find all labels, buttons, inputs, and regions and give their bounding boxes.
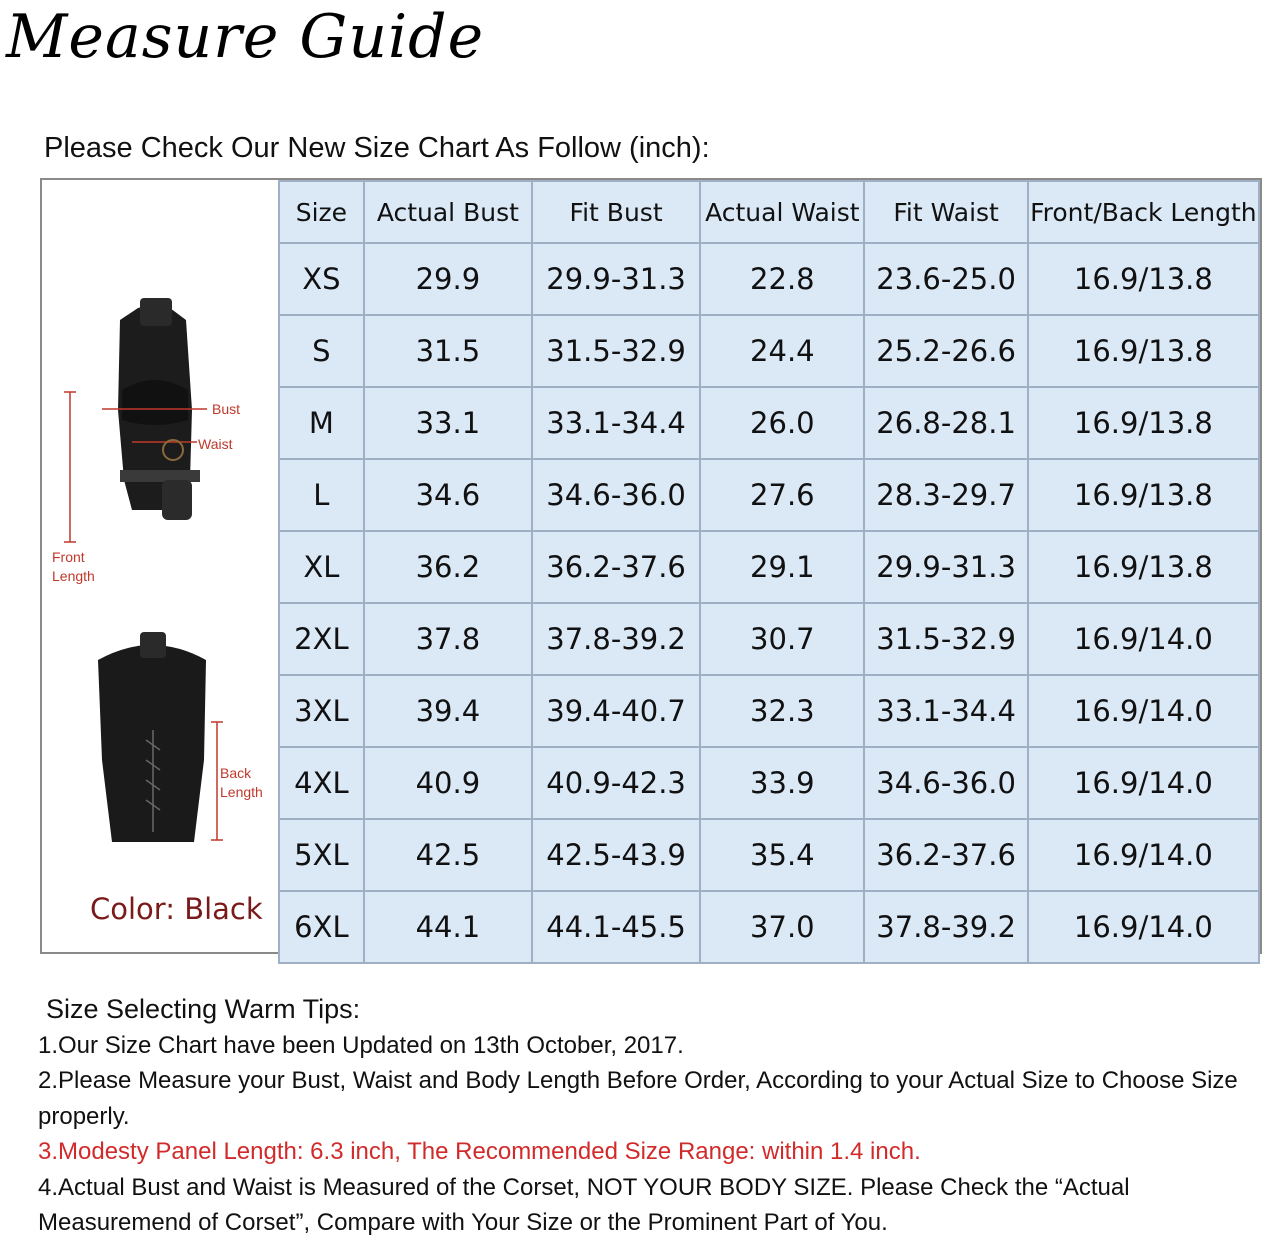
cell-size: 5XL (279, 819, 364, 891)
cell-size: 4XL (279, 747, 364, 819)
chart-subtitle: Please Check Our New Size Chart As Follow (inch): (44, 132, 710, 164)
cell-fit-bust: 34.6-36.0 (532, 459, 700, 531)
cell-actual-bust: 34.6 (364, 459, 532, 531)
tip-item-2: 2.Please Measure your Bust, Waist and Body Length Before Order, According to your Actual Size to Choose Size properly. (38, 1067, 1238, 1130)
cell-fit-bust: 39.4-40.7 (532, 675, 700, 747)
cell-actual-bust: 44.1 (364, 891, 532, 963)
cell-actual-waist: 35.4 (700, 819, 864, 891)
cell-front-back-length: 16.9/14.0 (1028, 747, 1259, 819)
cell-front-back-length: 16.9/14.0 (1028, 891, 1259, 963)
cell-fit-waist: 34.6-36.0 (864, 747, 1027, 819)
cell-size: XL (279, 531, 364, 603)
cell-front-back-length: 16.9/13.8 (1028, 387, 1259, 459)
table-row (279, 603, 1259, 675)
cell-fit-waist: 25.2-26.6 (864, 315, 1027, 387)
corset-back-image (42, 620, 278, 860)
cell-size: L (279, 459, 364, 531)
cell-size: S (279, 315, 364, 387)
cell-actual-waist: 33.9 (700, 747, 864, 819)
tip-item-4: 4.Actual Bust and Waist is Measured of the Corset, NOT YOUR BODY SIZE. Please Check the “Actual Measuremend of Corset”, Compare with Your Size or the Prominent Part of You. (38, 1173, 1130, 1236)
cell-actual-bust: 37.8 (364, 603, 532, 675)
table-row (279, 819, 1259, 891)
table-row (279, 315, 1259, 387)
cell-size: 3XL (279, 675, 364, 747)
tip-item-1: 1.Our Size Chart have been Updated on 13th October, 2017. (38, 1031, 684, 1059)
cell-actual-bust: 42.5 (364, 819, 532, 891)
cell-fit-bust: 40.9-42.3 (532, 747, 700, 819)
cell-actual-bust: 40.9 (364, 747, 532, 819)
header-front-back-length: Front/Back Length (1028, 181, 1259, 243)
corset-image-panel (42, 180, 280, 952)
cell-front-back-length: 16.9/13.8 (1028, 243, 1259, 315)
cell-fit-waist: 26.8-28.1 (864, 387, 1027, 459)
cell-actual-waist: 32.3 (700, 675, 864, 747)
cell-fit-bust: 33.1-34.4 (532, 387, 700, 459)
table-row (279, 387, 1259, 459)
cell-fit-waist: 23.6-25.0 (864, 243, 1027, 315)
cell-front-back-length: 16.9/14.0 (1028, 603, 1259, 675)
cell-front-back-length: 16.9/14.0 (1028, 675, 1259, 747)
cell-actual-waist: 22.8 (700, 243, 864, 315)
cell-fit-bust: 44.1-45.5 (532, 891, 700, 963)
tip-item-3: 3.Modesty Panel Length: 6.3 inch, The Recommended Size Range: within 1.4 inch. (38, 1138, 921, 1165)
cell-fit-waist: 36.2-37.6 (864, 819, 1027, 891)
cell-fit-waist: 31.5-32.9 (864, 603, 1027, 675)
waist-label: Waist (198, 436, 233, 452)
cell-fit-bust: 37.8-39.2 (532, 603, 700, 675)
cell-front-back-length: 16.9/13.8 (1028, 459, 1259, 531)
cell-size: XS (279, 243, 364, 315)
header-fit-bust: Fit Bust (532, 181, 700, 243)
cell-fit-waist: 37.8-39.2 (864, 891, 1027, 963)
table-row (279, 531, 1259, 603)
cell-fit-waist: 29.9-31.3 (864, 531, 1027, 603)
size-chart (40, 178, 1262, 954)
cell-actual-bust: 31.5 (364, 315, 532, 387)
header-actual-waist: Actual Waist (700, 181, 864, 243)
table-row (279, 891, 1259, 963)
table-header-row (279, 181, 1259, 243)
cell-front-back-length: 16.9/14.0 (1028, 819, 1259, 891)
cell-size: M (279, 387, 364, 459)
front-length-label: Front Length (52, 549, 95, 584)
table-row (279, 747, 1259, 819)
table-row (279, 243, 1259, 315)
color-label: Color: Black (90, 892, 263, 926)
cell-fit-waist: 33.1-34.4 (864, 675, 1027, 747)
cell-actual-bust: 36.2 (364, 531, 532, 603)
bust-label: Bust (212, 401, 241, 417)
cell-front-back-length: 16.9/13.8 (1028, 315, 1259, 387)
table-row (279, 459, 1259, 531)
header-fit-waist: Fit Waist (864, 181, 1027, 243)
table-row (279, 675, 1259, 747)
cell-actual-waist: 26.0 (700, 387, 864, 459)
cell-actual-bust: 39.4 (364, 675, 532, 747)
size-table (278, 180, 1260, 964)
cell-size: 6XL (279, 891, 364, 963)
cell-fit-bust: 29.9-31.3 (532, 243, 700, 315)
cell-fit-bust: 36.2-37.6 (532, 531, 700, 603)
cell-fit-bust: 31.5-32.9 (532, 315, 700, 387)
cell-actual-waist: 27.6 (700, 459, 864, 531)
back-length-label: Back Length (220, 765, 263, 800)
cell-size: 2XL (279, 603, 364, 675)
cell-front-back-length: 16.9/13.8 (1028, 531, 1259, 603)
header-actual-bust: Actual Bust (364, 181, 532, 243)
cell-actual-waist: 24.4 (700, 315, 864, 387)
tips-heading: Size Selecting Warm Tips: (46, 994, 361, 1024)
cell-actual-waist: 30.7 (700, 603, 864, 675)
cell-actual-bust: 33.1 (364, 387, 532, 459)
cell-actual-waist: 29.1 (700, 531, 864, 603)
cell-fit-waist: 28.3-29.7 (864, 459, 1027, 531)
header-size: Size (279, 181, 364, 243)
size-tips (38, 992, 1248, 1241)
cell-actual-waist: 37.0 (700, 891, 864, 963)
page-title: Measure Guide (6, 2, 485, 72)
cell-fit-bust: 42.5-43.9 (532, 819, 700, 891)
cell-actual-bust: 29.9 (364, 243, 532, 315)
